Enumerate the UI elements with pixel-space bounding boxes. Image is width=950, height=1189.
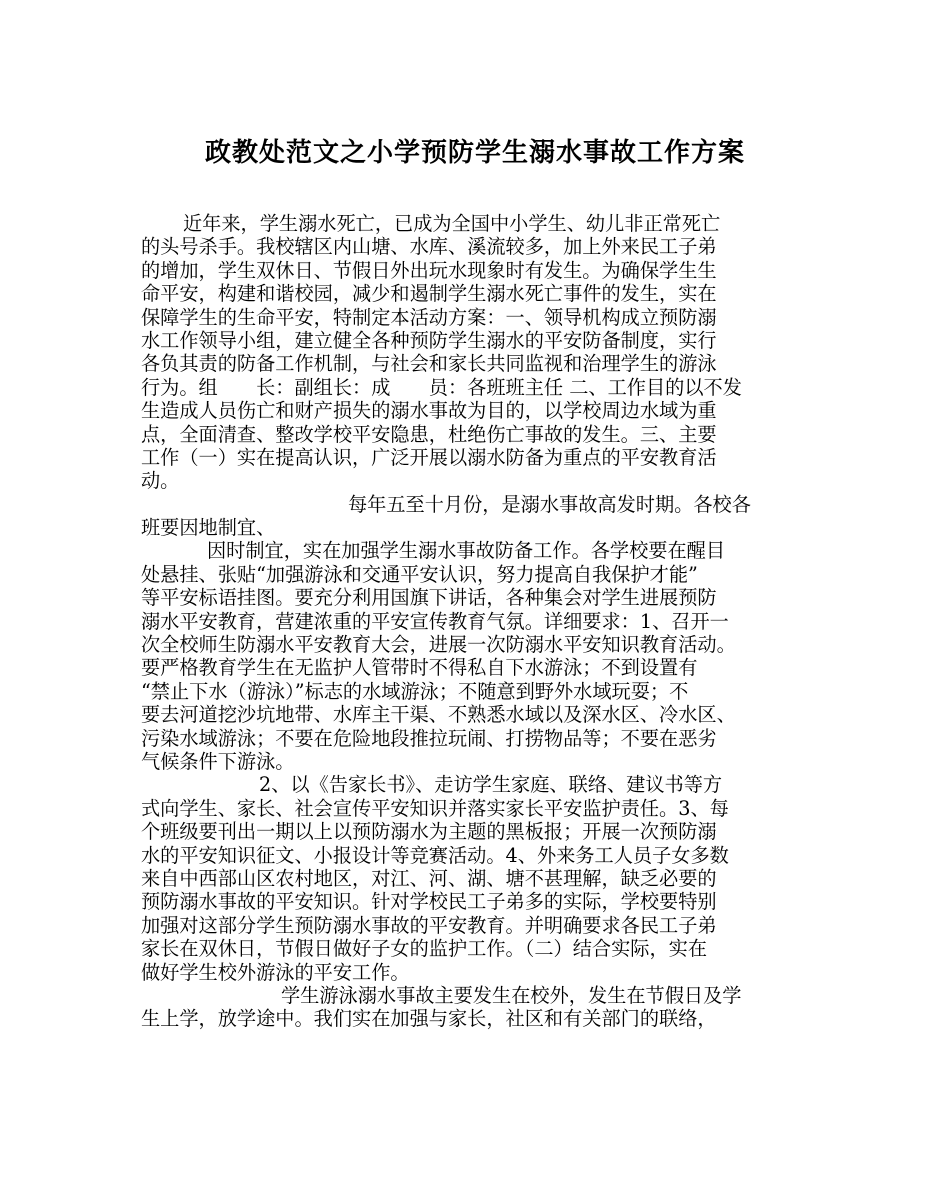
- paragraph-line: 式向学生、家长、社会宣传平安知识并落实家长平安监护责任。3、每: [141, 796, 729, 820]
- paragraph-line: 溺水平安教育，营建浓重的平安宣传教育气氛。详细要求：1、召开一: [141, 609, 729, 633]
- paragraph-line: 污染水域游泳；不要在危险地段推拉玩闹、打捞物品等；不要在恶劣: [141, 726, 717, 750]
- paragraph-line: 气候条件下游泳。: [141, 749, 295, 773]
- document-body: [141, 212, 811, 1031]
- paragraph-line: 2、以《告家长书》、走访学生家庭、联络、建议书等方: [259, 773, 723, 797]
- paragraph-line: 水的平安知识征文、小报设计等竞赛活动。4、外来务工人员子女多数: [141, 843, 729, 867]
- paragraph-line: 水工作领导小组，建立健全各种预防学生溺水的平安防备制度，实行: [141, 328, 717, 352]
- paragraph-line: 预防溺水事故的平安知识。针对学校民工子弟多的实际，学校要特别: [141, 890, 717, 914]
- paragraph-line: 要严格教育学生在无监护人管带时不得私自下水游泳；不到设置有: [141, 656, 698, 680]
- paragraph-line: 命平安，构建和谐校园，减少和遏制学生溺水死亡事件的发生，实在: [141, 282, 717, 306]
- paragraph-line: 生上学，放学途中。我们实在加强与家长，社区和有关部门的联络，: [141, 1007, 717, 1031]
- paragraph-line: 行为。组 长：副组长：成 员：各班班主任 二、工作目的以不发: [141, 375, 742, 399]
- paragraph-line: 点，全面清查、整改学校平安隐患，杜绝伤亡事故的发生。三、主要: [141, 422, 717, 446]
- paragraph-line: 动。: [141, 469, 180, 493]
- paragraph-line: 做好学生校外游泳的平安工作。: [141, 960, 410, 984]
- paragraph-line: 来自中西部山区农村地区，对江、河、湖、塘不甚理解，缺乏必要的: [141, 866, 717, 890]
- paragraph-line: 要去河道挖沙坑地带、水库主干渠、不熟悉水域以及深水区、冷水区、: [141, 703, 736, 727]
- paragraph-line: 加强对这部分学生预防溺水事故的平安教育。并明确要求各民工子弟: [141, 913, 717, 937]
- paragraph-line: 每年五至十月份，是溺水事故高发时期。各校各: [348, 492, 751, 516]
- paragraph-line: 保障学生的生命平安，特制定本活动方案：一、领导机构成立预防溺: [141, 305, 717, 329]
- paragraph-line: 各负其责的防备工作机制，与社会和家长共同监视和治理学生的游泳: [141, 352, 717, 376]
- paragraph-line: “禁止下水（游泳）”标志的水域游泳；不随意到野外水域玩耍；不: [141, 679, 689, 703]
- document-title: 政教处范文之小学预防学生溺水事故工作方案: [204, 138, 745, 168]
- paragraph-line: 个班级要刊出一期以上以预防溺水为主题的黑板报；开展一次预防溺: [141, 820, 717, 844]
- paragraph-line: 处悬挂、张贴“加强游泳和交通平安认识，努力提高自我保护才能”: [141, 562, 698, 586]
- paragraph-line: 因时制宜，实在加强学生溺水事故防备工作。各学校要在醒目: [207, 539, 726, 563]
- paragraph-line: 生造成人员伤亡和财产损失的溺水事故为目的，以学校周边水域为重: [141, 399, 717, 423]
- paragraph-line: 次全校师生防溺水平安教育大会，进展一次防溺水平安知识教育活动。: [141, 633, 736, 657]
- paragraph-line: 的头号杀手。我校辖区内山塘、水库、溪流较多，加上外来民工子弟: [141, 235, 717, 259]
- paragraph-line: 工作（一）实在提高认识，广泛开展以溺水防备为重点的平安教育活: [141, 445, 717, 469]
- paragraph-line: 班要因地制宜、: [141, 516, 276, 540]
- paragraph-line: 等平安标语挂图。要充分利用国旗下讲话，各种集会对学生进展预防: [141, 586, 717, 610]
- paragraph-line: 近年来，学生溺水死亡，已成为全国中小学生、幼儿非正常死亡: [183, 212, 721, 235]
- paragraph-line: 的增加，学生双休日、节假日外出玩水现象时有发生。为确保学生生: [141, 258, 717, 282]
- paragraph-line: 学生游泳溺水事故主要发生在校外，发生在节假日及学: [281, 983, 742, 1007]
- paragraph-line: 家长在双休日，节假日做好子女的监护工作。（二）结合实际，实在: [141, 937, 708, 961]
